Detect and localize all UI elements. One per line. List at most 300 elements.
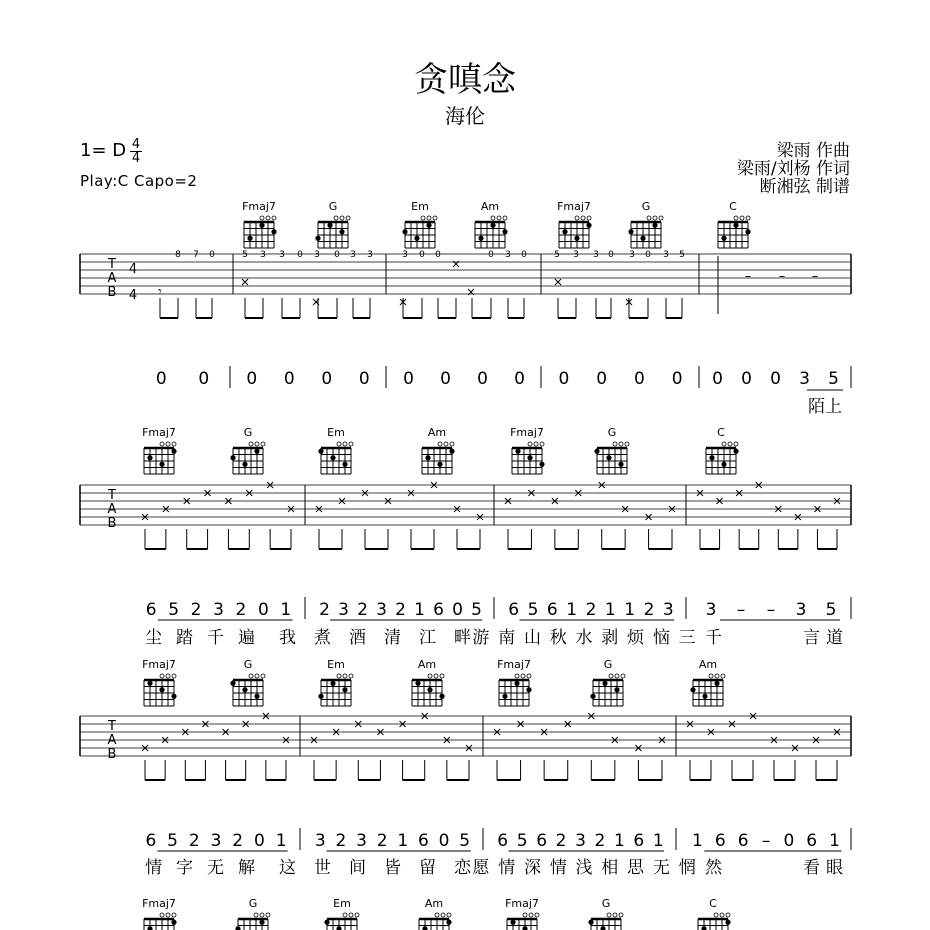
chord-diagram xyxy=(318,426,353,474)
lyric-char: 这 xyxy=(279,858,296,878)
chord-finger-dot xyxy=(515,449,520,454)
open-string-marker xyxy=(337,674,341,678)
open-string-marker xyxy=(587,216,591,220)
open-string-marker xyxy=(659,216,663,220)
chord-finger-dot xyxy=(422,926,427,930)
chord-finger-dot xyxy=(618,462,623,467)
chord-finger-dot xyxy=(640,236,645,241)
jianpu-note: 6 xyxy=(806,831,818,851)
lyric-char: 秋 xyxy=(549,628,567,648)
jianpu-note: 0 xyxy=(514,369,525,389)
chord-finger-dot xyxy=(514,681,519,686)
jianpu-note: 3 xyxy=(210,831,222,851)
jianpu-note: 6 xyxy=(737,831,749,851)
chord-finger-dot xyxy=(254,694,259,699)
jianpu-row-2 xyxy=(145,597,851,648)
jianpu-note: 5 xyxy=(527,600,539,620)
lyric-char: 清 xyxy=(384,628,401,648)
chord-name: G xyxy=(601,897,611,910)
chord-diagram xyxy=(594,426,629,474)
open-string-marker xyxy=(349,442,353,446)
open-string-marker xyxy=(337,442,341,446)
chord-diagram xyxy=(242,200,277,248)
jianpu-note: 2 xyxy=(188,831,200,851)
jianpu-note: 0 xyxy=(198,369,210,389)
tab-fret-number: 0 xyxy=(645,250,651,260)
chord-finger-dot xyxy=(522,926,527,930)
chord-finger-dot xyxy=(502,229,507,234)
open-string-marker xyxy=(521,674,525,678)
rest-dash: – xyxy=(778,269,786,284)
chord-diagram xyxy=(402,200,437,248)
open-string-marker xyxy=(334,216,338,220)
jianpu-note: 5 xyxy=(459,831,471,851)
jianpu-note: 2 xyxy=(643,600,655,620)
lyric-char: 恋 xyxy=(454,858,471,878)
jianpu-note: 3 xyxy=(662,600,674,620)
jianpu-note: 2 xyxy=(594,831,606,851)
tab-time-sig: 4 xyxy=(128,288,138,303)
chord-finger-dot xyxy=(230,681,235,686)
chord-finger-dot xyxy=(446,920,451,925)
chord-diagram xyxy=(588,897,623,930)
tab-clef-letter: A xyxy=(107,733,117,748)
open-string-marker xyxy=(355,913,359,917)
song-title: 贪嗔念 xyxy=(414,60,516,100)
chord-finger-dot xyxy=(628,229,633,234)
jianpu-note: 0 xyxy=(558,369,570,389)
open-string-marker xyxy=(421,216,425,220)
chord-diagram xyxy=(318,658,353,706)
tab-clef-letter: B xyxy=(107,516,117,531)
chord-diagram xyxy=(230,658,265,706)
chord-name: Em xyxy=(327,658,345,671)
jianpu-note: 5 xyxy=(168,600,180,620)
open-string-marker xyxy=(172,913,176,917)
chord-finger-dot xyxy=(330,681,335,686)
chord-finger-dot xyxy=(510,920,515,925)
jianpu-note: 0 xyxy=(358,369,370,389)
tab-fret-number: 5 xyxy=(554,250,560,260)
lyric-char: 畔 xyxy=(454,628,471,648)
open-string-marker xyxy=(447,913,451,917)
lyric-char: 言 xyxy=(803,628,820,648)
chord-diagram xyxy=(557,200,592,248)
jianpu-note: 5 xyxy=(167,831,178,851)
chord-name: G xyxy=(243,426,253,439)
tab-fret-number: 3 xyxy=(593,250,599,260)
lyric-char: 酒 xyxy=(349,628,366,648)
lyric-char: 遍 xyxy=(238,628,255,648)
lyric-char: 山 xyxy=(523,628,541,648)
chord-name: Fmaj7 xyxy=(510,426,544,439)
chord-finger-dot xyxy=(330,455,335,460)
open-string-marker xyxy=(746,216,750,220)
chord-finger-dot xyxy=(242,687,247,692)
open-string-marker xyxy=(440,674,444,678)
chord-finger-dot xyxy=(449,449,454,454)
jianpu-note: 1 xyxy=(280,600,292,620)
chord-finger-dot xyxy=(714,681,719,686)
chord-finger-dot xyxy=(159,687,164,692)
open-string-marker xyxy=(613,442,617,446)
open-string-marker xyxy=(575,216,579,220)
jianpu-note: 1 xyxy=(624,600,636,620)
lyric-char: 无 xyxy=(207,858,224,878)
chord-finger-dot xyxy=(733,223,738,228)
jianpu-note: – xyxy=(766,600,776,620)
chord-finger-dot xyxy=(721,236,726,241)
chord-finger-dot xyxy=(324,920,329,925)
tab-fret-number: 3 xyxy=(260,250,266,260)
tab-staff-system-2 xyxy=(80,482,851,549)
jianpu-note: 0 xyxy=(770,369,781,389)
tab-clef-letter: T xyxy=(108,719,116,734)
chord-finger-dot xyxy=(235,926,240,930)
tab-fret-number: 0 xyxy=(334,250,340,260)
open-string-marker xyxy=(441,913,445,917)
open-string-marker xyxy=(261,442,265,446)
open-string-marker xyxy=(613,913,617,917)
lyric-char: 踏 xyxy=(176,628,193,648)
open-string-marker xyxy=(581,216,585,220)
jianpu-note: 0 xyxy=(254,831,265,851)
chord-name: Fmaj7 xyxy=(142,897,176,910)
open-string-marker xyxy=(540,442,544,446)
chord-diagram xyxy=(628,200,663,248)
chord-diagram xyxy=(324,897,359,930)
lyric-char: 无 xyxy=(652,858,670,878)
jianpu-note: 0 xyxy=(741,369,752,389)
chord-finger-dot xyxy=(602,681,607,686)
chord-name: G xyxy=(328,200,338,213)
chord-finger-dot xyxy=(733,449,738,454)
chord-finger-dot xyxy=(147,455,152,460)
tab-staff-system-3 xyxy=(80,713,851,780)
chord-finger-dot xyxy=(342,687,347,692)
lyric-char: 世 xyxy=(314,858,331,878)
tab-time-sig: 4 xyxy=(128,262,138,277)
jianpu-note: 3 xyxy=(376,600,387,620)
lyric-char: 江 xyxy=(419,628,436,648)
chord-finger-dot xyxy=(171,694,176,699)
chord-finger-dot xyxy=(606,455,611,460)
jianpu-note: 3 xyxy=(795,600,807,620)
open-string-marker xyxy=(534,442,538,446)
open-string-marker xyxy=(720,913,724,917)
jianpu-row-1 xyxy=(156,366,851,417)
jianpu-note: 1 xyxy=(566,600,578,620)
jianpu-note: 1 xyxy=(829,831,840,851)
tab-clef-letter: T xyxy=(108,488,116,503)
jianpu-note: 6 xyxy=(546,600,558,620)
tab-fret-number: 3 xyxy=(350,250,356,260)
chord-finger-dot xyxy=(318,694,323,699)
open-string-marker xyxy=(434,674,438,678)
jianpu-note: 1 xyxy=(414,600,425,620)
chord-finger-dot xyxy=(701,926,706,930)
jianpu-note: 0 xyxy=(783,831,795,851)
tab-fret-number: 3 xyxy=(402,250,408,260)
chord-finger-dot xyxy=(527,455,532,460)
chord-finger-dot xyxy=(437,462,442,467)
chord-finger-dot xyxy=(721,462,726,467)
open-string-marker xyxy=(647,216,651,220)
chord-finger-dot xyxy=(259,223,264,228)
chord-name: C xyxy=(709,897,717,910)
chord-finger-dot xyxy=(171,449,176,454)
jianpu-note: 0 xyxy=(452,600,463,620)
lyric-char: 情 xyxy=(549,858,567,878)
lyric-char: 皆 xyxy=(384,858,401,878)
jianpu-note: 2 xyxy=(232,831,244,851)
chord-name: Fmaj7 xyxy=(557,200,591,213)
lyric-char: 烦 xyxy=(627,628,645,648)
open-string-marker xyxy=(255,442,259,446)
chord-name: Fmaj7 xyxy=(497,658,531,671)
chord-diagram xyxy=(235,897,270,930)
jianpu-note: 3 xyxy=(356,831,367,851)
chord-diagram xyxy=(497,658,532,706)
chord-finger-dot xyxy=(242,462,247,467)
chord-finger-dot xyxy=(725,920,730,925)
open-string-marker xyxy=(343,674,347,678)
chord-diagram xyxy=(505,897,540,930)
time-signature-bottom: 4 xyxy=(131,151,141,166)
jianpu-note: 6 xyxy=(497,831,509,851)
lyric-char: 道 xyxy=(826,628,843,648)
arranger-credit: 断湘弦 制谱 xyxy=(759,177,850,197)
open-string-marker xyxy=(515,674,519,678)
play-capo-info: Play:C Capo=2 xyxy=(80,172,198,190)
chord-diagram xyxy=(142,658,177,706)
chord-finger-dot xyxy=(230,455,235,460)
tab-fret-number: 0 xyxy=(297,250,303,260)
open-string-marker xyxy=(349,913,353,917)
open-string-marker xyxy=(172,674,176,678)
open-string-marker xyxy=(497,216,501,220)
tab-fret-number: 3 xyxy=(314,250,320,260)
composer-credit: 梁雨 作曲 xyxy=(776,141,850,161)
chord-finger-dot xyxy=(652,223,657,228)
chord-finger-dot xyxy=(709,455,714,460)
jianpu-note: 3 xyxy=(705,600,717,620)
chord-diagram xyxy=(690,658,725,706)
chord-finger-dot xyxy=(526,687,531,692)
tab-fret-number: 3 xyxy=(367,250,373,260)
lyric-char: 水 xyxy=(575,628,593,648)
open-string-marker xyxy=(166,674,170,678)
open-string-marker xyxy=(428,674,432,678)
jianpu-note: 1 xyxy=(652,831,664,851)
chord-diagram xyxy=(315,200,350,248)
lyric-char: 游 xyxy=(472,628,490,648)
jianpu-note: 2 xyxy=(190,600,202,620)
jianpu-note: 6 xyxy=(714,831,726,851)
open-string-marker xyxy=(615,674,619,678)
lyric-char: 千 xyxy=(207,628,224,648)
jianpu-note: 6 xyxy=(418,831,429,851)
lyric-char: 看 xyxy=(803,858,820,878)
chord-finger-dot xyxy=(147,681,152,686)
open-string-marker xyxy=(621,674,625,678)
jianpu-note: 2 xyxy=(319,600,330,620)
lyric-char: 间 xyxy=(349,858,366,878)
chord-name: Am xyxy=(427,426,447,439)
jianpu-note: 6 xyxy=(633,831,645,851)
jianpu-note: 0 xyxy=(246,369,258,389)
chord-finger-dot xyxy=(426,223,431,228)
chord-diagram xyxy=(142,426,177,474)
tab-fret-number: 3 xyxy=(629,250,635,260)
chord-finger-dot xyxy=(594,449,599,454)
open-string-marker xyxy=(653,216,657,220)
tab-fret-number: 0 xyxy=(488,250,494,260)
chord-name: Em xyxy=(327,426,345,439)
jianpu-note: 2 xyxy=(235,600,247,620)
lyric-char: 三 xyxy=(678,628,696,648)
jianpu-note: 5 xyxy=(471,600,482,620)
jianpu-note: 0 xyxy=(257,600,269,620)
chord-finger-dot xyxy=(586,223,591,228)
chord-name: Fmaj7 xyxy=(142,658,176,671)
tab-fret-number: 0 xyxy=(435,250,441,260)
tab-fret-number: 0 xyxy=(608,250,614,260)
jianpu-note: 3 xyxy=(338,600,349,620)
open-string-marker xyxy=(343,442,347,446)
open-string-marker xyxy=(343,913,347,917)
chord-name: C xyxy=(729,200,737,213)
open-string-marker xyxy=(734,442,738,446)
chord-name: Em xyxy=(333,897,351,910)
chord-diagram xyxy=(422,426,455,474)
open-string-marker xyxy=(503,216,507,220)
chord-diagram xyxy=(230,426,265,474)
chord-name: Am xyxy=(698,658,718,671)
jianpu-note: 6 xyxy=(536,831,548,851)
rest-dash: – xyxy=(811,269,819,284)
lyric-char: 剥 xyxy=(601,628,619,648)
time-signature-top: 4 xyxy=(131,137,141,152)
chord-finger-dot xyxy=(171,920,176,925)
jianpu-note: 0 xyxy=(283,369,295,389)
chord-finger-dot xyxy=(254,449,259,454)
chord-finger-dot xyxy=(336,926,341,930)
open-string-marker xyxy=(340,216,344,220)
jianpu-note: 5 xyxy=(828,369,839,389)
tab-fret-number: 7 xyxy=(193,250,199,260)
open-string-marker xyxy=(619,913,623,917)
chord-finger-dot xyxy=(539,462,544,467)
jianpu-note: 0 xyxy=(633,369,645,389)
jianpu-row-3 xyxy=(145,828,851,878)
chord-diagram xyxy=(475,200,508,248)
open-string-marker xyxy=(166,442,170,446)
jianpu-note: 3 xyxy=(314,831,326,851)
jianpu-note: 0 xyxy=(671,369,683,389)
tab-fret-number: 5 xyxy=(242,250,248,260)
open-string-marker xyxy=(266,216,270,220)
open-string-marker xyxy=(160,913,164,917)
chord-name: Fmaj7 xyxy=(242,200,276,213)
lyric-char: 情 xyxy=(498,858,516,878)
tab-fret-number: 0 xyxy=(419,250,425,260)
open-string-marker xyxy=(491,216,495,220)
chord-finger-dot xyxy=(402,229,407,234)
open-string-marker xyxy=(254,913,258,917)
open-string-marker xyxy=(433,216,437,220)
chord-name: Fmaj7 xyxy=(142,426,176,439)
key-signature: 1= D xyxy=(80,140,127,161)
chord-finger-dot xyxy=(339,229,344,234)
chord-diagram xyxy=(412,658,445,706)
lyric-char: 我 xyxy=(279,628,296,648)
open-string-marker xyxy=(435,913,439,917)
lyric-char: 眼 xyxy=(826,858,843,878)
jianpu-note: 0 xyxy=(477,369,488,389)
chord-name: Fmaj7 xyxy=(505,897,539,910)
eighth-rest-icon: 𝄾 xyxy=(158,284,162,300)
open-string-marker xyxy=(740,216,744,220)
open-string-marker xyxy=(249,674,253,678)
chord-finger-dot xyxy=(590,694,595,699)
chord-finger-dot xyxy=(159,462,164,467)
open-string-marker xyxy=(261,674,265,678)
chord-finger-dot xyxy=(414,236,419,241)
open-string-marker xyxy=(709,674,713,678)
chord-diagram xyxy=(698,897,731,930)
lyric-char: 深 xyxy=(523,858,541,878)
lyric-char: 相 xyxy=(601,858,619,878)
jianpu-note: 5 xyxy=(516,831,528,851)
chord-finger-dot xyxy=(588,920,593,925)
chord-name: Am xyxy=(480,200,500,213)
lyric-char: 尘 xyxy=(145,628,162,648)
jianpu-note: 2 xyxy=(585,600,597,620)
chord-finger-dot xyxy=(427,687,432,692)
chord-finger-dot xyxy=(702,694,707,699)
jianpu-note: 0 xyxy=(596,369,608,389)
jianpu-note: 5 xyxy=(825,600,837,620)
open-string-marker xyxy=(609,674,613,678)
song-artist: 海伦 xyxy=(445,104,485,128)
chord-finger-dot xyxy=(259,920,264,925)
jianpu-note: 0 xyxy=(712,369,723,389)
jianpu-note: 1 xyxy=(397,831,409,851)
jianpu-note: 3 xyxy=(575,831,586,851)
lyric-char: 解 xyxy=(238,858,255,878)
open-string-marker xyxy=(734,216,738,220)
rest-dash: – xyxy=(744,269,752,284)
chord-name: G xyxy=(243,658,253,671)
open-string-marker xyxy=(715,674,719,678)
jianpu-note: – xyxy=(761,831,771,851)
jianpu-note: 2 xyxy=(376,831,388,851)
chord-diagram xyxy=(706,426,739,474)
chord-finger-dot xyxy=(690,687,695,692)
lyric-text: 陌上 xyxy=(808,397,842,417)
chord-finger-dot xyxy=(562,229,567,234)
open-string-marker xyxy=(444,442,448,446)
chord-name: Em xyxy=(411,200,429,213)
tab-fret-number: 3 xyxy=(573,250,579,260)
chord-diagram xyxy=(142,897,177,930)
jianpu-note: 3 xyxy=(213,600,224,620)
open-string-marker xyxy=(726,913,730,917)
jianpu-note: 1 xyxy=(692,831,703,851)
open-string-marker xyxy=(160,442,164,446)
jianpu-note: 0 xyxy=(403,369,414,389)
